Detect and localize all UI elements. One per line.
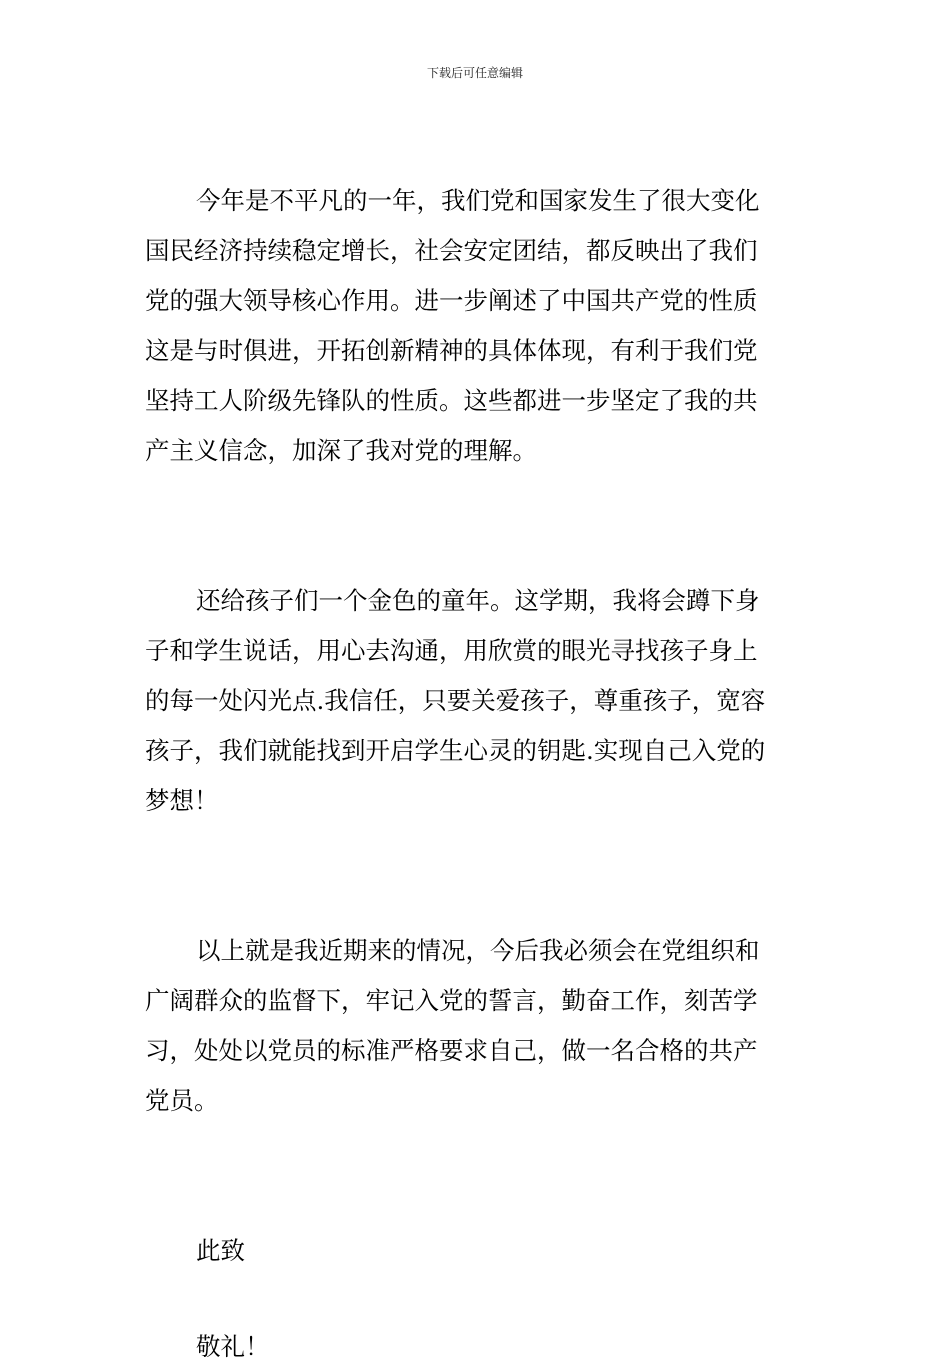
paragraph-line: 党的强大领导核心作用。进一步阐述了中国共产党的性质 — [145, 286, 758, 315]
paragraph-line: 子和学生说话，用心去沟通，用欣赏的眼光寻找孩子身上 — [145, 636, 758, 665]
paragraph-line: 的每一处闪光点.我信任，只要关爱孩子，尊重孩子，宽容 — [145, 686, 766, 715]
paragraph-line: 坚持工人阶级先锋队的性质。这些都进一步坚定了我的共 — [145, 386, 758, 415]
closing-regards: 敬礼！ — [196, 1332, 270, 1361]
paragraph-spacer — [145, 1126, 807, 1226]
paragraph-line: 党员。 — [145, 1086, 219, 1115]
paragraph-line: 这是与时俱进，开拓创新精神的具体体现，有利于我们党 — [145, 336, 758, 365]
paragraph-2 — [145, 576, 807, 826]
closing-salutation: 此致 — [196, 1236, 245, 1265]
closing-salutation-block — [145, 1226, 807, 1276]
letter-body — [145, 176, 807, 1372]
paragraph-spacer — [145, 1276, 807, 1322]
closing-regards-block — [145, 1322, 807, 1372]
paragraph-spacer — [145, 826, 807, 926]
paragraph-line: 还给孩子们一个金色的童年。这学期，我将会蹲下身 — [196, 586, 760, 615]
paragraph-line: 习，处处以党员的标准严格要求自己，做一名合格的共产 — [145, 1036, 758, 1065]
page-header: 下载后可任意编辑 — [426, 66, 523, 80]
paragraph-line: 以上就是我近期来的情况，今后我必须会在党组织和 — [196, 936, 760, 965]
paragraph-spacer — [145, 476, 807, 576]
paragraph-line: 国民经济持续稳定增长，社会安定团结，都反映出了我们 — [145, 236, 758, 265]
paragraph-3 — [145, 926, 807, 1126]
paragraph-line: 产主义信念，加深了我对党的理解。 — [145, 436, 537, 465]
paragraph-1 — [145, 176, 807, 476]
paragraph-line: 孩子，我们就能找到开启学生心灵的钥匙.实现自己入党的 — [145, 736, 766, 765]
paragraph-line: 梦想！ — [145, 786, 219, 815]
paragraph-line: 今年是不平凡的一年，我们党和国家发生了很大变化 — [196, 186, 760, 215]
paragraph-line: 广阔群众的监督下，牢记入党的誓言，勤奋工作，刻苦学 — [145, 986, 758, 1015]
